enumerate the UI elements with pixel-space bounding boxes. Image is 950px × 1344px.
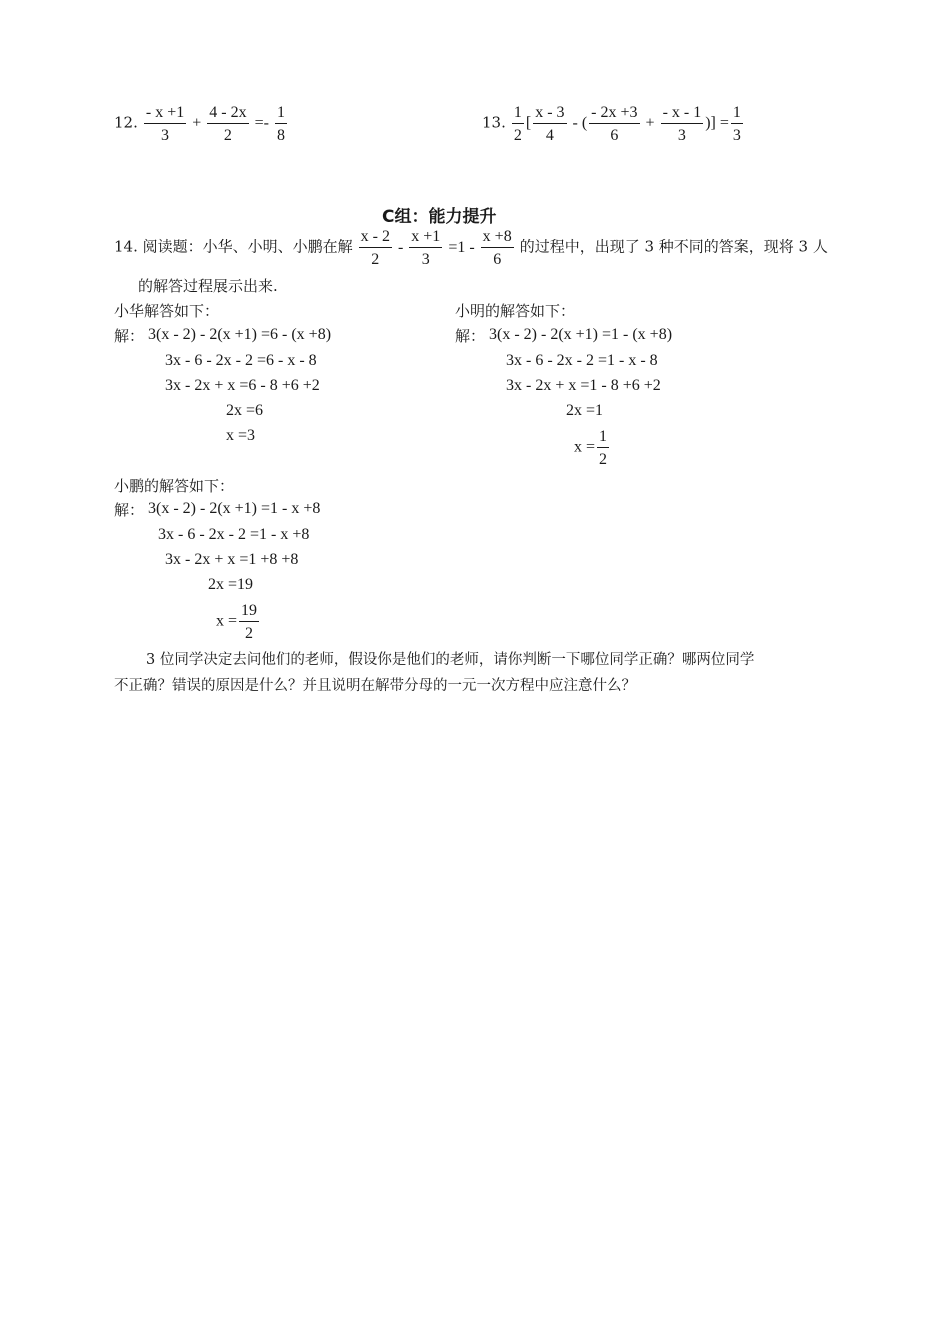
fraction: [731, 104, 743, 144]
problem-14-continuation: 的过程中，出现了 3 种不同的答案，现将 3 人: [519, 237, 828, 256]
numerator: - 2x +3: [589, 104, 639, 124]
denominator: 6: [610, 127, 619, 144]
denominator: 4: [545, 127, 554, 144]
xiaohua-step-1: 3(x - 2) - 2(x +1) =6 - (x +8): [148, 326, 332, 343]
xiaoming-step-1: 3(x - 2) - 2(x +1) =1 - (x +8): [489, 326, 673, 343]
denominator: 2: [371, 251, 380, 268]
problem-13-label: 13.: [482, 113, 506, 132]
numerator: x +8: [481, 228, 514, 248]
fraction: [207, 104, 248, 144]
equals-sign: =1 -: [448, 238, 475, 256]
operator: - (: [572, 114, 588, 132]
fraction: [589, 104, 639, 144]
denominator: 3: [677, 127, 686, 144]
denominator: 2: [513, 127, 522, 144]
question-line-2: 不正确？错误的原因是什么？并且说明在解带分母的一元一次方程中应注意什么？: [114, 678, 636, 694]
fraction: [409, 228, 442, 268]
xiaohua-step-5: x =3: [226, 427, 256, 444]
problem-14-line2: 的解答过程展示出来.: [138, 277, 278, 295]
xiaopeng-step-2: 3x - 6 - 2x - 2 =1 - x +8: [158, 526, 310, 543]
operator: -: [397, 238, 404, 256]
denominator: 2: [245, 625, 254, 642]
xiaopeng-final: [216, 602, 261, 642]
xiaopeng-step-3: 3x - 2x + x =1 +8 +8: [165, 551, 299, 568]
xiaoming-step-4: 2x =1: [566, 402, 604, 419]
numerator: 4 - 2x: [207, 104, 248, 124]
equals-sign: )] =: [705, 114, 729, 132]
xiaohua-step-4: 2x =6: [226, 402, 264, 419]
numerator: x - 3: [533, 104, 566, 124]
denominator: 3: [421, 251, 430, 268]
xiaopeng-title: 小鹏的解答如下：: [114, 477, 235, 495]
denominator: 3: [732, 127, 741, 144]
xiaoming-step-3: 3x - 2x + x =1 - 8 +6 +2: [506, 377, 661, 394]
problem-14-line1: [114, 228, 828, 268]
xiaohua-step-2: 3x - 6 - 2x - 2 =6 - x - 8: [165, 352, 317, 369]
numerator: 1: [597, 428, 609, 448]
fraction: [239, 602, 259, 642]
problem-13: [482, 104, 745, 144]
fraction: [661, 104, 704, 144]
numerator: 1: [731, 104, 743, 124]
fraction: [359, 228, 392, 268]
problem-12-label: 12.: [114, 113, 138, 132]
numerator: x - 2: [359, 228, 392, 248]
equals-sign: =-: [254, 114, 269, 132]
xiaoming-final: [574, 428, 611, 468]
fraction: [512, 104, 524, 144]
numerator: 19: [239, 602, 259, 622]
denominator: 8: [276, 127, 285, 144]
problem-12: [114, 104, 289, 144]
denominator: 6: [493, 251, 502, 268]
denominator: 3: [161, 127, 170, 144]
final-lhs: x =: [574, 438, 596, 456]
numerator: - x +1: [144, 104, 186, 124]
xiaopeng-step-4: 2x =19: [208, 576, 254, 593]
operator: +: [645, 114, 655, 132]
numerator: x +1: [409, 228, 442, 248]
denominator: 2: [599, 451, 608, 468]
section-heading: C组：能力提升: [382, 207, 497, 227]
question-line-1: 3 位同学决定去问他们的老师，假设你是他们的老师，请你判断一下哪位同学正确？哪两位同学: [146, 652, 755, 668]
problem-14-intro: 14. 阅读题：小华、小明、小鹏在解: [114, 237, 353, 256]
xiaoming-title: 小明的解答如下：: [455, 302, 576, 320]
fraction: [481, 228, 514, 268]
fraction: [597, 428, 609, 468]
xiaohua-step-3: 3x - 2x + x =6 - 8 +6 +2: [165, 377, 320, 394]
fraction: [533, 104, 566, 144]
bracket: [: [525, 114, 532, 132]
final-lhs: x =: [216, 612, 238, 630]
xiaopeng-step-1: 3(x - 2) - 2(x +1) =1 - x +8: [148, 500, 321, 517]
xiaohua-title: 小华解答如下：: [114, 302, 220, 320]
numerator: 1: [275, 104, 287, 124]
fraction: [144, 104, 186, 144]
fraction: [275, 104, 287, 144]
xiaoming-step-2: 3x - 6 - 2x - 2 =1 - x - 8: [506, 352, 658, 369]
xiaoming-solve-label: 解：: [455, 327, 486, 345]
denominator: 2: [223, 127, 232, 144]
numerator: - x - 1: [661, 104, 704, 124]
numerator: 1: [512, 104, 524, 124]
xiaopeng-solve-label: 解：: [114, 501, 145, 519]
operator: +: [192, 114, 202, 132]
xiaohua-solve-label: 解：: [114, 327, 145, 345]
